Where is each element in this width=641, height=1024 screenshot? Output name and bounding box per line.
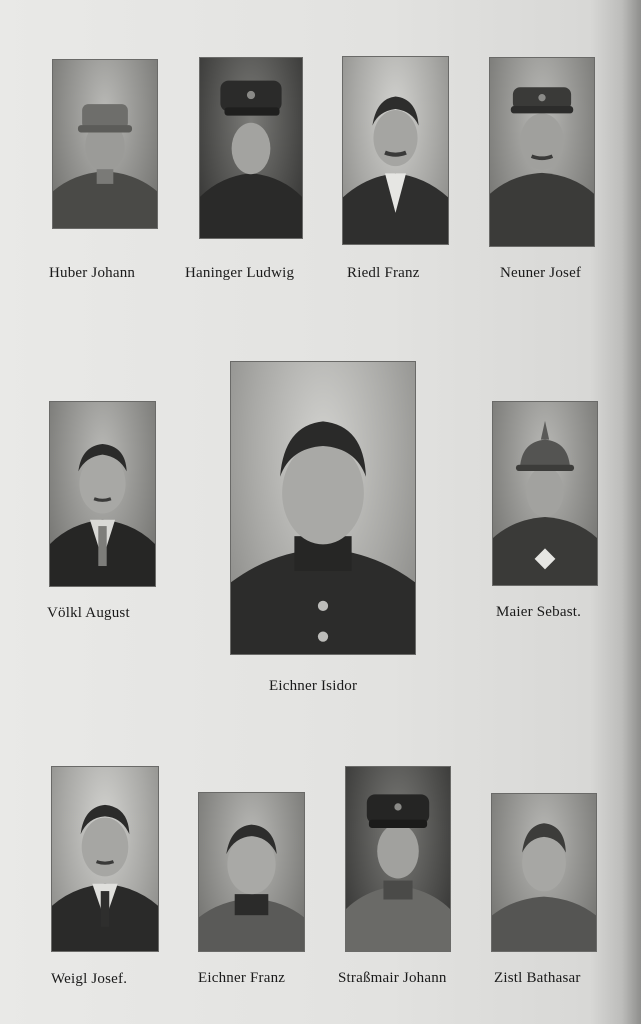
portrait-photo [50,402,155,586]
portrait-photo [199,793,304,951]
portrait-photo [53,60,157,228]
portrait-photo-center [231,362,415,654]
portrait-photo [493,402,597,585]
portrait-caption: Riedl Franz [347,265,420,281]
portrait-caption: Neuner Josef [500,265,582,281]
portrait-photo [343,57,448,244]
portrait-photo [200,58,302,238]
portrait-caption: Huber Johann [49,265,136,281]
portrait-caption: Völkl August [47,605,130,621]
portrait-photo [492,794,596,951]
portrait-caption: Maier Sebast. [496,604,582,620]
portrait-caption: Eichner Isidor [269,678,358,694]
portrait-photo [346,767,450,951]
portrait-photo [490,58,594,246]
portrait-caption: Haninger Ludwig [185,265,295,281]
portrait-photo [52,767,158,951]
portrait-caption: Weigl Josef. [51,971,128,987]
portrait-caption: Eichner Franz [198,970,286,986]
portrait-caption: Zistl Bathasar [494,970,581,986]
portrait-caption: Straßmair Johann [338,970,447,986]
